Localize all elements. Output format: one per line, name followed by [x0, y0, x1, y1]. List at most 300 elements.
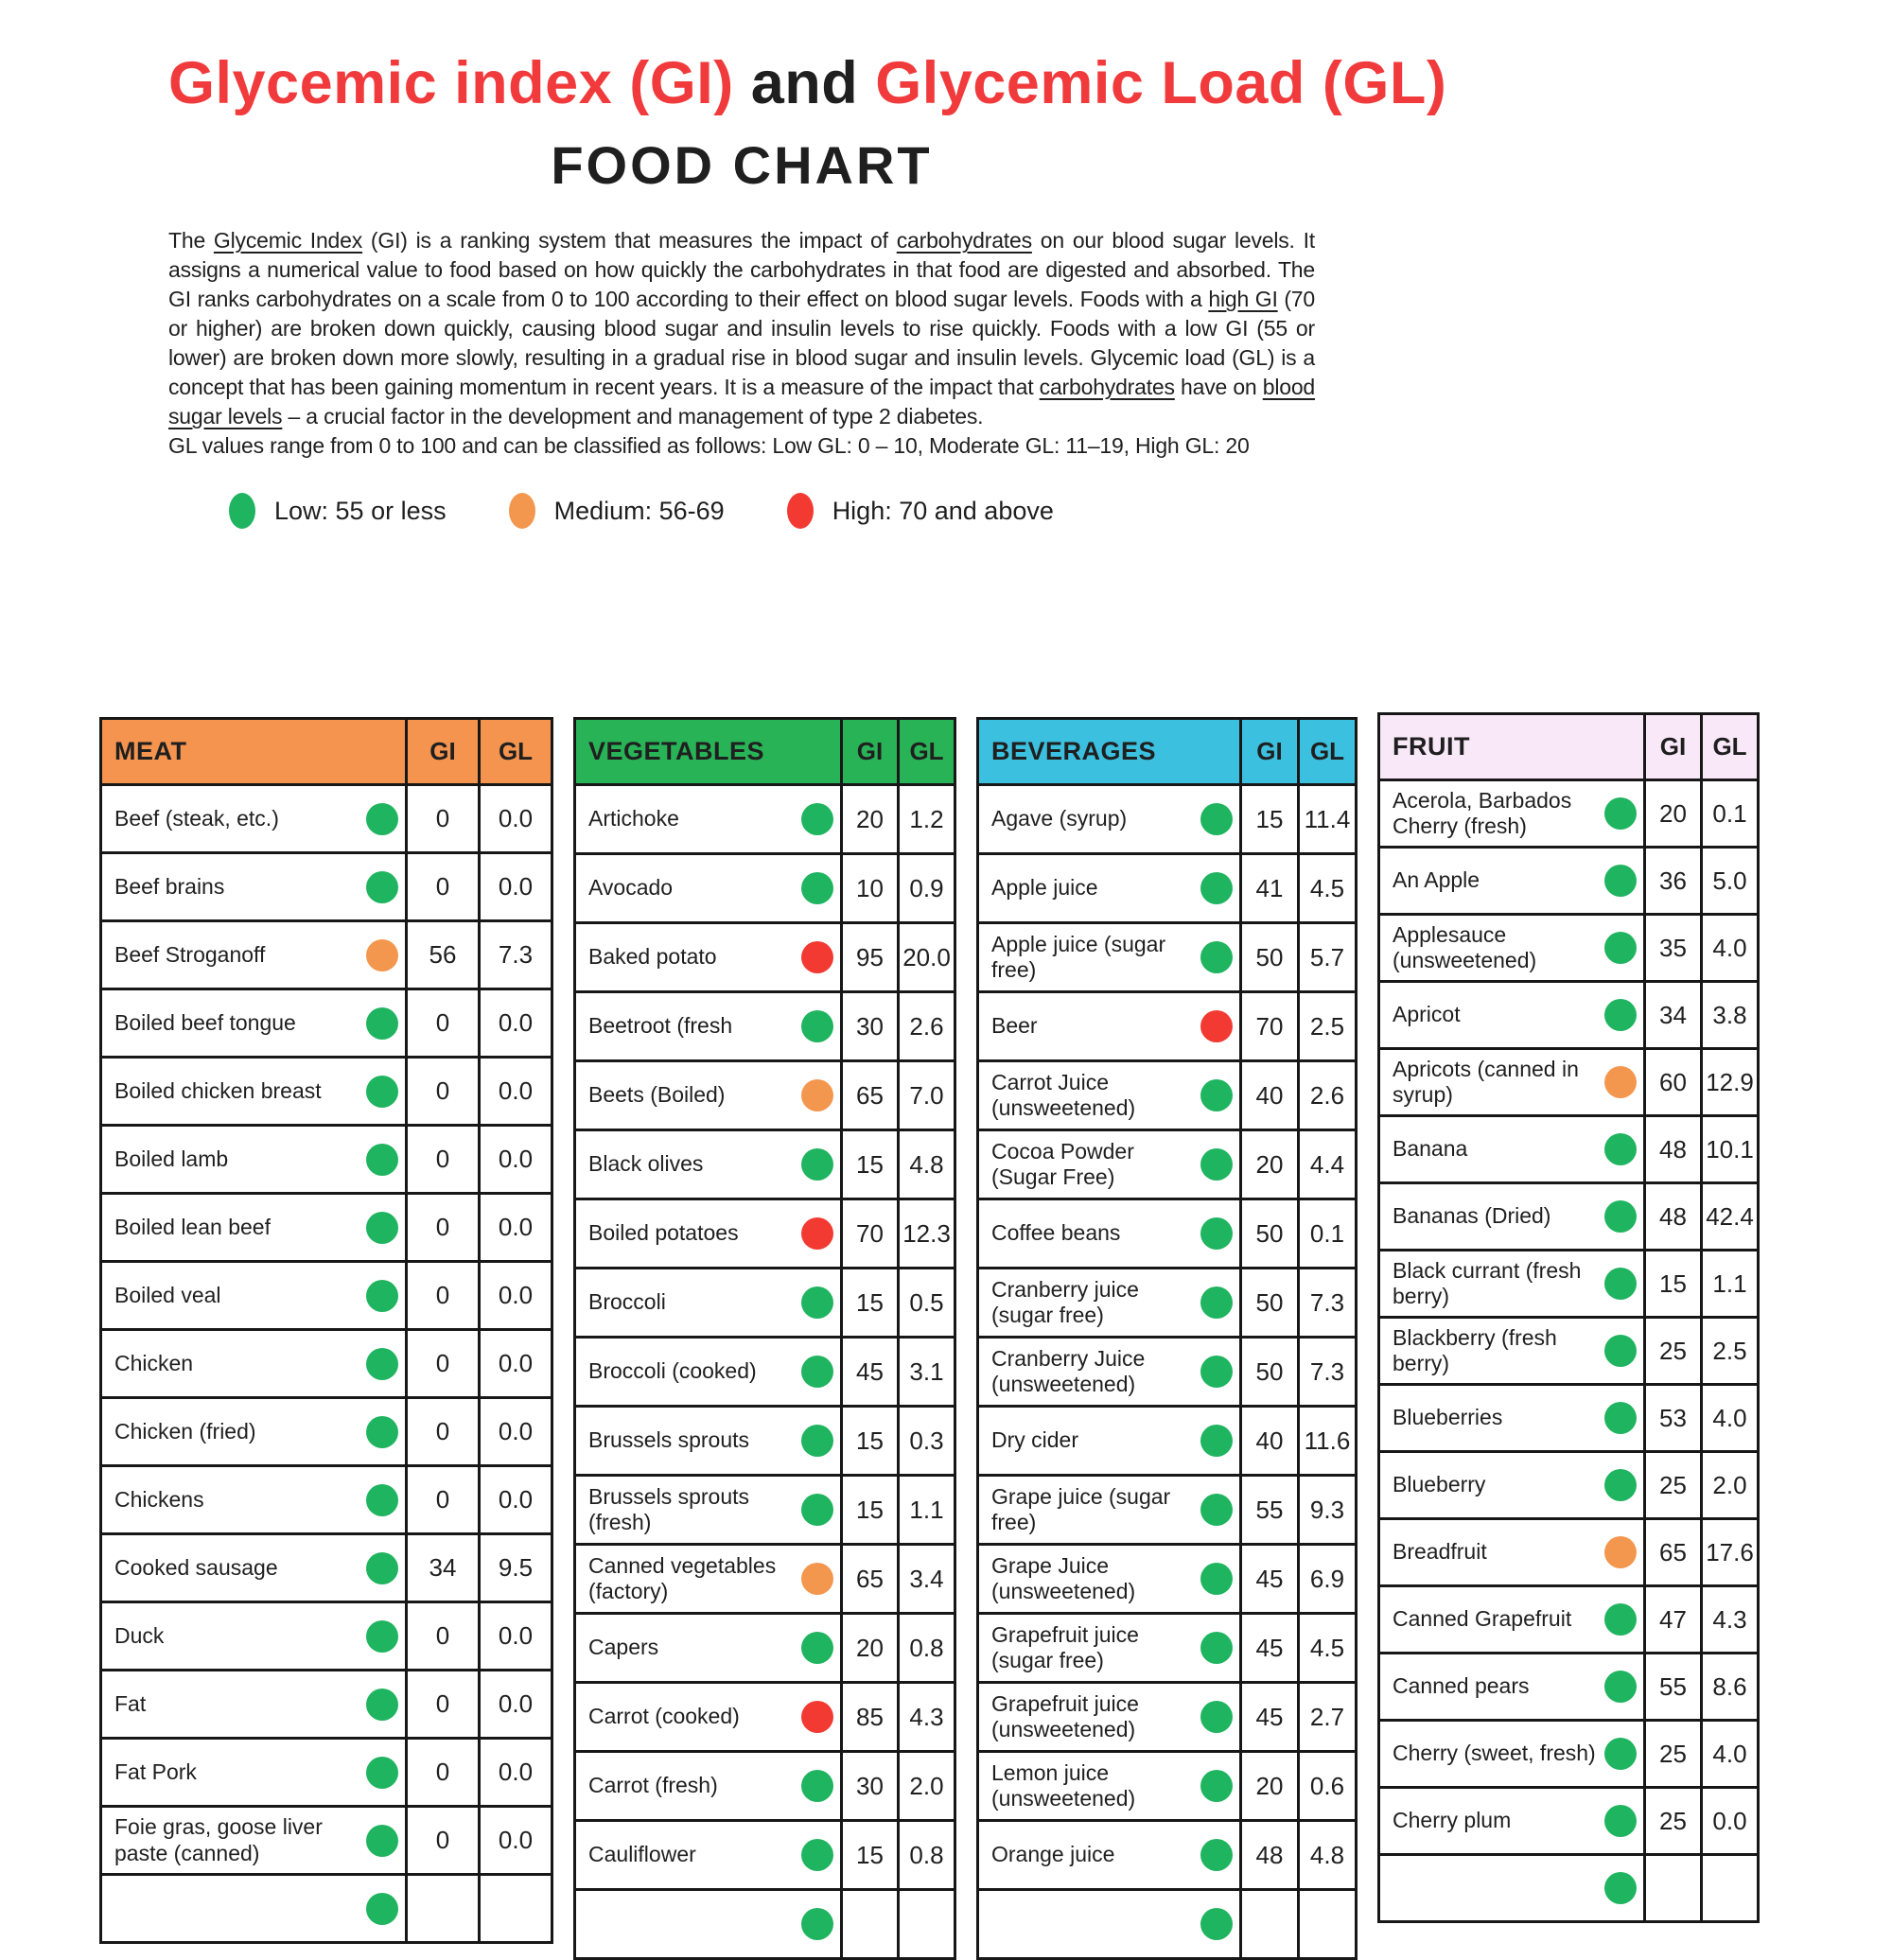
food-name: Coffee beans — [991, 1220, 1121, 1246]
table-row — [979, 1129, 1355, 1198]
table-row — [1380, 1584, 1757, 1652]
gi-level-low-dot-icon — [1604, 797, 1637, 830]
food-name: Cherry (sweet, fresh) — [1393, 1741, 1596, 1766]
gi-level-low-dot-icon — [1604, 1133, 1637, 1165]
gl-value: 2.7 — [1297, 1684, 1355, 1750]
gi-level-low-dot-icon — [801, 1839, 833, 1871]
gi-level-low-dot-icon — [366, 1076, 398, 1108]
gi-value: 70 — [840, 1200, 897, 1267]
gl-value: 0.0 — [478, 1263, 551, 1328]
table-row — [1380, 1383, 1757, 1450]
gi-value: 47 — [1643, 1587, 1700, 1652]
gl-value: 0.9 — [897, 855, 954, 921]
food-name: Chicken — [114, 1350, 194, 1375]
gi-value: 20 — [1239, 1131, 1297, 1198]
food-name: Broccoli — [588, 1289, 666, 1315]
underlined-term: carbohydrates — [1039, 375, 1175, 399]
gl-value: 12.3 — [897, 1200, 954, 1267]
food-name: Blueberry — [1393, 1472, 1486, 1497]
food-name: Apple juice — [991, 875, 1098, 901]
underlined-term: blood sugar levels — [168, 375, 1316, 429]
table-row — [1380, 779, 1757, 846]
gi-value: 36 — [1643, 849, 1700, 913]
legend-low-dot-icon — [229, 493, 255, 529]
legend-item-low — [229, 493, 447, 529]
food-name: Boiled lamb — [114, 1146, 229, 1171]
gi-value: 45 — [1239, 1684, 1297, 1750]
gi-level-low-dot-icon — [1200, 1770, 1233, 1802]
gi-value: 0 — [405, 1263, 478, 1328]
gi-value: 0 — [405, 1195, 478, 1260]
gi-value: 34 — [405, 1535, 478, 1601]
table-row — [576, 1819, 954, 1888]
legend-medium-dot-icon — [509, 493, 535, 529]
gi-column-header: GI — [840, 720, 897, 783]
legend — [229, 493, 1315, 529]
gl-value: 9.5 — [478, 1535, 551, 1601]
food-table-meat — [99, 717, 553, 1944]
gi-level-low-dot-icon — [1604, 1603, 1637, 1636]
gi-value: 65 — [840, 1062, 897, 1129]
gl-value: 1.1 — [897, 1477, 954, 1543]
gl-value: 2.5 — [1700, 1319, 1757, 1383]
intro-text: (GI) is a ranking system that measures the impact of — [362, 228, 897, 253]
gl-value: 7.3 — [478, 922, 551, 988]
food-name: Beets (Boiled) — [588, 1082, 726, 1108]
table-row — [576, 1543, 954, 1612]
gi-value: 34 — [1643, 983, 1700, 1047]
table-row — [102, 1805, 551, 1873]
table-row — [102, 1601, 551, 1669]
gi-level-low-dot-icon — [366, 1280, 398, 1312]
table-row — [979, 1819, 1355, 1888]
gi-value: 48 — [1239, 1822, 1297, 1888]
food-name: Boiled potatoes — [588, 1220, 739, 1246]
gi-value: 55 — [1239, 1477, 1297, 1543]
gi-value: 0 — [405, 854, 478, 919]
gi-value: 95 — [840, 924, 897, 990]
food-name: Beer — [991, 1013, 1038, 1039]
table-row — [1380, 1450, 1757, 1517]
food-name: Dry cider — [991, 1427, 1079, 1453]
gl-value: 4.0 — [1700, 1722, 1757, 1786]
food-name: Canned pears — [1393, 1673, 1530, 1699]
gi-level-low-dot-icon — [1604, 1805, 1637, 1837]
gl-value — [1297, 1891, 1355, 1957]
gi-level-low-dot-icon — [801, 1148, 833, 1181]
gi-value: 15 — [840, 1477, 897, 1543]
gi-level-low-dot-icon — [1604, 999, 1637, 1031]
food-name: Black currant (fresh berry) — [1393, 1257, 1582, 1308]
gi-level-low-dot-icon — [1200, 1217, 1233, 1250]
page-subtitle: FOOD CHART — [551, 135, 933, 195]
gi-level-low-dot-icon — [1200, 872, 1233, 904]
food-name: Carrot (cooked) — [588, 1704, 740, 1729]
gi-value: 50 — [1239, 1200, 1297, 1267]
gi-value: 50 — [1239, 1339, 1297, 1405]
table-row-partial — [1380, 1853, 1757, 1920]
gl-value: 0.1 — [1297, 1200, 1355, 1267]
gi-level-high-dot-icon — [801, 1217, 833, 1250]
gi-level-low-dot-icon — [1604, 865, 1637, 897]
food-name: Canned Grapefruit — [1393, 1606, 1572, 1632]
food-name: Broccoli (cooked) — [588, 1358, 757, 1384]
table-row — [979, 921, 1355, 990]
gl-value: 42.4 — [1700, 1184, 1757, 1249]
food-name: Black olives — [588, 1151, 704, 1177]
food-name: Baked potato — [588, 944, 717, 970]
gi-level-low-dot-icon — [801, 803, 833, 835]
gi-level-low-dot-icon — [366, 1552, 398, 1584]
gl-value: 4.8 — [897, 1131, 954, 1198]
table-row — [979, 1059, 1355, 1129]
gi-level-low-dot-icon — [1200, 1148, 1233, 1181]
gl-value: 0.0 — [478, 1331, 551, 1396]
gi-value: 0 — [405, 786, 478, 851]
gl-value: 5.7 — [1297, 924, 1355, 990]
table-row — [576, 852, 954, 921]
table-row — [979, 852, 1355, 921]
gi-value: 45 — [840, 1339, 897, 1405]
table-row — [1380, 980, 1757, 1047]
table-row — [576, 1681, 954, 1750]
food-name: Chicken (fried) — [114, 1418, 256, 1444]
gi-level-low-dot-icon — [801, 1632, 833, 1664]
table-row — [576, 1750, 954, 1819]
table-header — [979, 720, 1355, 783]
food-name: Boiled beef tongue — [114, 1009, 296, 1035]
food-name: Beetroot (fresh — [588, 1013, 733, 1039]
gl-value: 4.0 — [1700, 1386, 1757, 1450]
table-row — [576, 1474, 954, 1543]
gi-level-low-dot-icon — [801, 1770, 833, 1802]
food-name: Artichoke — [588, 806, 679, 831]
gi-value: 20 — [840, 1615, 897, 1681]
gi-level-low-dot-icon — [1604, 1872, 1637, 1904]
intro-paragraph — [168, 226, 1315, 431]
gl-value: 3.8 — [1700, 983, 1757, 1047]
gi-level-low-dot-icon — [1604, 1671, 1637, 1703]
legend-label: High: 70 and above — [832, 496, 1054, 525]
food-name: Blackberry (fresh berry) — [1393, 1324, 1557, 1375]
table-row — [1380, 913, 1757, 980]
gl-value: 12.9 — [1700, 1050, 1757, 1114]
gi-value: 30 — [840, 993, 897, 1059]
gi-value: 60 — [1643, 1050, 1700, 1114]
gl-value: 2.0 — [897, 1753, 954, 1819]
gi-value: 40 — [1239, 1062, 1297, 1129]
table-row — [102, 1124, 551, 1192]
gl-value: 0.8 — [897, 1615, 954, 1681]
table-row — [979, 990, 1355, 1059]
gl-value — [478, 1876, 551, 1941]
table-row — [1380, 1249, 1757, 1316]
gi-level-low-dot-icon — [366, 1007, 398, 1040]
gi-value: 30 — [840, 1753, 897, 1819]
gi-value: 53 — [1643, 1386, 1700, 1450]
food-name: Breadfruit — [1393, 1539, 1487, 1565]
food-name: Carrot (fresh) — [588, 1773, 718, 1798]
table-row — [102, 1464, 551, 1532]
intro-text: – a crucial factor in the development and management of type 2 diabetes. — [282, 404, 984, 429]
gi-level-low-dot-icon — [1604, 1469, 1637, 1501]
gl-value: 1.1 — [1700, 1251, 1757, 1316]
gi-value: 0 — [405, 1059, 478, 1124]
gi-level-low-dot-icon — [1200, 1701, 1233, 1733]
food-name: Apple juice (sugar free) — [991, 931, 1166, 982]
intro-text: The — [168, 228, 214, 253]
table-row — [979, 1336, 1355, 1405]
food-name: Carrot Juice (unsweetened) — [991, 1069, 1136, 1120]
gl-value: 1.2 — [897, 786, 954, 852]
gl-value: 0.0 — [478, 1399, 551, 1464]
gl-column-header: GL — [1297, 720, 1355, 783]
gi-value: 65 — [1643, 1520, 1700, 1584]
gi-level-low-dot-icon — [801, 1356, 833, 1388]
gi-value: 0 — [405, 1808, 478, 1873]
gl-value: 6.9 — [1297, 1546, 1355, 1612]
table-row — [979, 783, 1355, 852]
gi-level-low-dot-icon — [1200, 941, 1233, 973]
food-name: Fat Pork — [114, 1759, 197, 1784]
gi-value: 0 — [405, 1331, 478, 1396]
gl-value: 2.0 — [1700, 1453, 1757, 1517]
gi-value: 15 — [1239, 786, 1297, 852]
gi-level-low-dot-icon — [366, 803, 398, 835]
gl-value: 8.6 — [1700, 1654, 1757, 1719]
food-name: Beef brains — [114, 873, 225, 899]
title-part-gi: Glycemic index (GI) — [168, 50, 734, 116]
gl-value: 2.6 — [897, 993, 954, 1059]
table-row — [102, 919, 551, 988]
document-column — [168, 0, 1447, 529]
gi-level-low-dot-icon — [366, 1825, 398, 1857]
gi-value: 15 — [840, 1822, 897, 1888]
table-row — [979, 1681, 1355, 1750]
gl-value: 5.0 — [1700, 849, 1757, 913]
gi-level-low-dot-icon — [1200, 803, 1233, 835]
gi-level-medium-dot-icon — [801, 1079, 833, 1111]
gl-value: 0.6 — [1297, 1753, 1355, 1819]
gi-level-low-dot-icon — [1604, 1335, 1637, 1367]
gi-level-medium-dot-icon — [801, 1563, 833, 1595]
page-title — [168, 49, 1447, 117]
gi-column-header: GI — [405, 720, 478, 783]
food-name: An Apple — [1393, 867, 1480, 893]
gi-level-low-dot-icon — [1200, 1356, 1233, 1388]
gi-level-medium-dot-icon — [1604, 1536, 1637, 1568]
underlined-term: Glycemic Index — [213, 228, 363, 253]
gi-level-low-dot-icon — [366, 1212, 398, 1244]
gi-column-header: GI — [1239, 720, 1297, 783]
gi-level-low-dot-icon — [801, 1286, 833, 1319]
gi-column-header: GI — [1643, 715, 1700, 779]
gl-value: 0.8 — [897, 1822, 954, 1888]
gi-level-low-dot-icon — [366, 1689, 398, 1721]
food-name: Acerola, Barbados Cherry (fresh) — [1393, 787, 1572, 838]
gl-value: 10.1 — [1700, 1117, 1757, 1181]
food-name: Cranberry Juice (unsweetened) — [991, 1345, 1146, 1396]
table-row — [1380, 1786, 1757, 1853]
gi-value: 0 — [405, 1740, 478, 1805]
gl-value: 4.4 — [1297, 1131, 1355, 1198]
gi-level-low-dot-icon — [1200, 1908, 1233, 1940]
gl-value: 0.3 — [897, 1408, 954, 1474]
table-row — [1380, 1181, 1757, 1249]
table-row — [102, 1328, 551, 1396]
gi-value: 35 — [1643, 916, 1700, 980]
food-name: Avocado — [588, 875, 674, 901]
food-name: Cauliflower — [588, 1842, 696, 1867]
gi-value: 48 — [1643, 1117, 1700, 1181]
food-name: Boiled veal — [114, 1282, 221, 1307]
legend-item-high — [787, 493, 1054, 529]
gl-value: 17.6 — [1700, 1520, 1757, 1584]
title-part-and: and — [733, 50, 876, 116]
table-row — [1380, 1517, 1757, 1584]
gi-level-low-dot-icon — [801, 872, 833, 904]
gi-level-low-dot-icon — [1200, 1839, 1233, 1871]
gi-level-low-dot-icon — [366, 1144, 398, 1176]
food-tables — [99, 717, 1760, 1960]
food-name: Beef Stroganoff — [114, 941, 266, 967]
gi-level-low-dot-icon — [366, 1348, 398, 1380]
gi-level-medium-dot-icon — [366, 939, 398, 971]
legend-item-medium — [509, 493, 725, 529]
gi-value: 15 — [840, 1131, 897, 1198]
gl-value: 0.0 — [1700, 1789, 1757, 1853]
gi-value: 20 — [1643, 781, 1700, 846]
gl-value: 0.0 — [478, 786, 551, 851]
gi-value: 15 — [1643, 1251, 1700, 1316]
food-name: Cranberry juice (sugar free) — [991, 1276, 1139, 1327]
food-name: Boiled chicken breast — [114, 1077, 322, 1103]
gi-value: 85 — [840, 1684, 897, 1750]
gi-value: 70 — [1239, 993, 1297, 1059]
table-row — [1380, 1047, 1757, 1114]
gi-level-low-dot-icon — [1200, 1563, 1233, 1595]
gi-level-high-dot-icon — [801, 941, 833, 973]
gl-value: 11.4 — [1297, 786, 1355, 852]
gi-level-low-dot-icon — [1200, 1632, 1233, 1664]
gl-value: 0.0 — [478, 1671, 551, 1737]
gl-value: 3.4 — [897, 1546, 954, 1612]
table-header — [1380, 715, 1757, 779]
table-row — [979, 1198, 1355, 1267]
gl-value: 7.3 — [1297, 1269, 1355, 1336]
table-row — [979, 1267, 1355, 1336]
gi-value: 0 — [405, 990, 478, 1056]
food-name: Foie gras, goose liver paste (canned) — [114, 1814, 323, 1865]
food-name: Canned vegetables (factory) — [588, 1552, 777, 1603]
gl-value: 4.5 — [1297, 1615, 1355, 1681]
gl-value: 0.0 — [478, 1127, 551, 1192]
gl-value: 0.0 — [478, 1740, 551, 1805]
food-name: Banana — [1393, 1136, 1468, 1162]
gi-level-medium-dot-icon — [1604, 1066, 1637, 1098]
gl-range-line: GL values range from 0 to 100 and can be classified as follows: Low GL: 0 – 10, Moderate GL: 11–19, High GL: 20 — [168, 433, 1250, 458]
table-title: FRUIT — [1393, 732, 1470, 761]
gi-value: 25 — [1643, 1319, 1700, 1383]
gi-value — [840, 1891, 897, 1957]
food-name: Brussels sprouts (fresh) — [588, 1483, 750, 1534]
gi-level-high-dot-icon — [801, 1701, 833, 1733]
gl-value: 11.6 — [1297, 1408, 1355, 1474]
gi-level-low-dot-icon — [366, 1620, 398, 1653]
gi-value: 65 — [840, 1546, 897, 1612]
food-table-vegetables — [573, 717, 956, 1960]
gl-value: 0.0 — [478, 1467, 551, 1532]
gi-level-low-dot-icon — [1200, 1079, 1233, 1111]
gi-value: 48 — [1643, 1184, 1700, 1249]
gi-value: 41 — [1239, 855, 1297, 921]
gl-value: 0.0 — [478, 1195, 551, 1260]
food-name: Orange juice — [991, 1842, 1115, 1867]
legend-label: Low: 55 or less — [274, 496, 447, 525]
gi-value: 25 — [1643, 1722, 1700, 1786]
food-name: Blueberries — [1393, 1405, 1503, 1430]
gi-value: 0 — [405, 1603, 478, 1669]
table-row — [979, 1405, 1355, 1474]
table-row — [102, 1737, 551, 1805]
gl-value: 7.0 — [897, 1062, 954, 1129]
food-name: Capers — [588, 1635, 659, 1660]
table-row — [102, 1669, 551, 1737]
gl-column-header: GL — [478, 720, 551, 783]
gi-level-low-dot-icon — [1604, 1402, 1637, 1434]
gi-level-low-dot-icon — [1604, 1738, 1637, 1770]
food-name: Cherry plum — [1393, 1808, 1512, 1833]
gl-value — [1700, 1856, 1757, 1920]
table-row — [576, 990, 954, 1059]
gi-value: 25 — [1643, 1789, 1700, 1853]
table-header — [576, 720, 954, 783]
gi-level-low-dot-icon — [366, 871, 398, 903]
gi-value: 40 — [1239, 1408, 1297, 1474]
table-row-partial — [576, 1888, 954, 1957]
table-row — [576, 1198, 954, 1267]
underlined-term: high GI — [1208, 287, 1278, 311]
intro-text: have on — [1174, 375, 1263, 399]
food-table-beverages — [976, 717, 1358, 1960]
table-row — [1380, 1719, 1757, 1786]
legend-high-dot-icon — [787, 493, 814, 529]
table-row — [576, 1267, 954, 1336]
gi-level-low-dot-icon — [366, 1484, 398, 1516]
table-row — [979, 1750, 1355, 1819]
gi-value: 20 — [1239, 1753, 1297, 1819]
underlined-term: carbohydrates — [896, 228, 1032, 253]
food-name: Beef (steak, etc.) — [114, 805, 279, 831]
gi-level-low-dot-icon — [366, 1416, 398, 1448]
gi-value: 0 — [405, 1127, 478, 1192]
gi-value: 0 — [405, 1467, 478, 1532]
gi-value: 45 — [1239, 1615, 1297, 1681]
gi-level-low-dot-icon — [801, 1425, 833, 1457]
gl-value: 2.5 — [1297, 993, 1355, 1059]
table-row — [1380, 1316, 1757, 1383]
food-name: Cooked sausage — [114, 1554, 278, 1580]
gl-value: 4.0 — [1700, 916, 1757, 980]
table-row — [102, 988, 551, 1056]
gl-value: 2.6 — [1297, 1062, 1355, 1129]
gi-value: 0 — [405, 1399, 478, 1464]
table-row — [576, 1612, 954, 1681]
table-row — [979, 1612, 1355, 1681]
gi-value: 15 — [840, 1269, 897, 1336]
intro-text: (70 or higher) are broken down quickly, causing blood sugar and insulin levels to rise quickly. Foods with a low GI (55 or lower) are broken down more slowly, resulting in a gradual rise in blood sugar and insulin levels. Glycemic load (GL) is a concept that has been gaining momentum in recent years. It is a measure of the impact that — [168, 287, 1315, 399]
food-name: Fat — [114, 1690, 147, 1716]
